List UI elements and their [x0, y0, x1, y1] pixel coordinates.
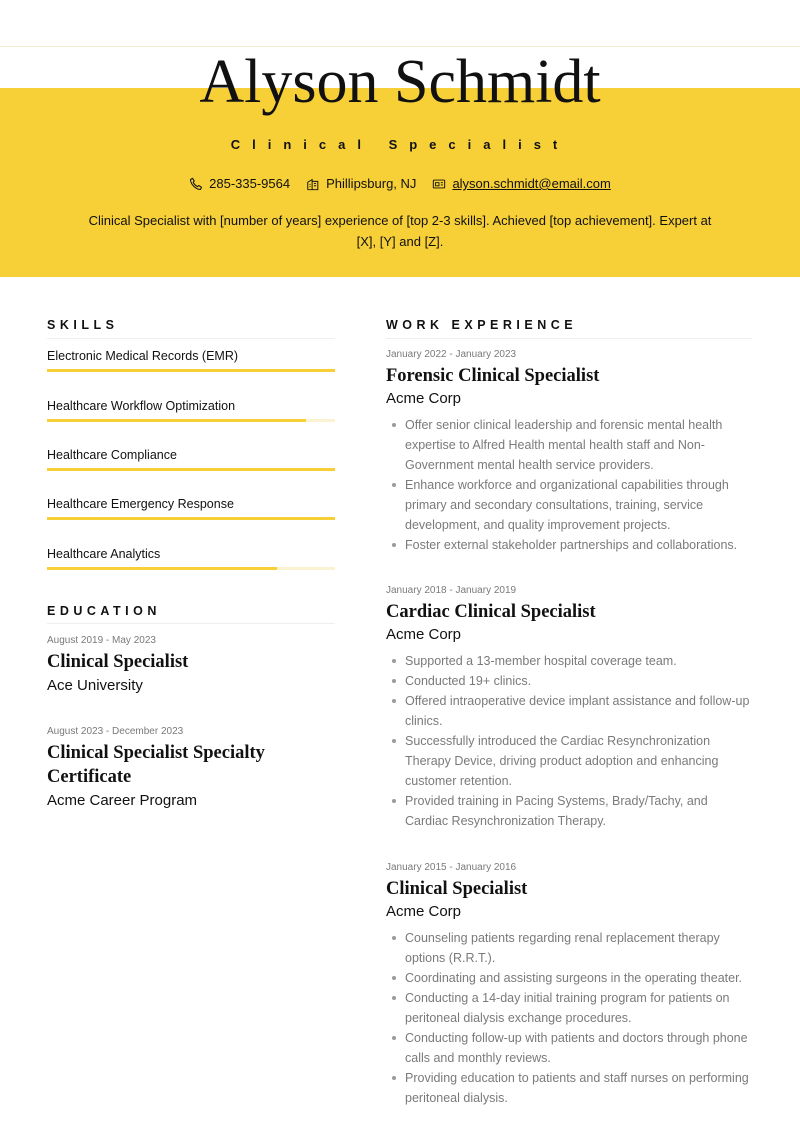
contact-email: [432, 176, 610, 191]
email-link[interactable]: alyson.schmidt@email.com: [452, 176, 611, 191]
skill-bar: [47, 468, 335, 471]
job-bullet: Successfully introduced the Cardiac Resynchronization Therapy Device, driving product adoption and enhancing customer retention.: [405, 731, 752, 791]
phone-icon: [189, 177, 203, 191]
skill-bar: [47, 517, 335, 520]
job-title: Clinical Specialist: [386, 879, 528, 899]
skill-bar-fill: [47, 567, 277, 570]
job-bullet: Providing education to patients and staff nurses on performing peritoneal dialysis.: [405, 1068, 752, 1108]
job-date: January 2015 - January 2016: [386, 862, 517, 873]
skill-label: Healthcare Workflow Optimization: [47, 399, 236, 413]
education-school: Ace University: [47, 677, 143, 694]
skill-label: Healthcare Compliance: [47, 448, 177, 462]
skill-label: Electronic Medical Records (EMR): [47, 349, 239, 363]
job-bullets: [386, 651, 752, 831]
job-date: January 2022 - January 2023: [386, 349, 517, 360]
skill-bar: [47, 419, 335, 422]
job-bullets: [386, 415, 752, 555]
education-entry: [47, 726, 337, 809]
skill-label: Healthcare Emergency Response: [47, 497, 234, 511]
education-degree: Clinical Specialist Specialty Certificate: [47, 743, 265, 787]
education-heading: EDUCATION: [47, 604, 161, 618]
skill-bar: [47, 369, 335, 372]
job-bullets: [386, 928, 752, 1108]
skill-bar-fill: [47, 468, 335, 471]
education-entry: [47, 635, 337, 694]
job-bullet: Counseling patients regarding renal replacement therapy options (R.R.T.).: [405, 928, 752, 968]
skill-bar-fill: [47, 517, 335, 520]
job-bullet: Foster external stakeholder partnerships and collaborations.: [405, 535, 752, 555]
job-entry: [386, 349, 752, 555]
experience-rule: [386, 338, 752, 339]
skills-rule: [47, 338, 335, 339]
mail-icon: [432, 177, 446, 191]
skill-item: [47, 497, 335, 520]
skill-label: Healthcare Analytics: [47, 547, 161, 561]
job-company: Acme Corp: [386, 903, 462, 920]
phone-text: 285-335-9564: [209, 176, 291, 191]
skill-bar: [47, 567, 335, 570]
job-bullet: Conducting a 14-day initial training program for patients on peritoneal dialysis exchange procedures.: [405, 988, 752, 1028]
skill-bar-fill: [47, 369, 335, 372]
job-company: Acme Corp: [386, 626, 462, 643]
contact-location: [306, 176, 416, 191]
education-date: August 2019 - May 2023: [47, 635, 156, 646]
skill-item: [47, 399, 335, 422]
job-bullet: Offer senior clinical leadership and forensic mental health expertise to Alfred Health mental health staff and Non-Government mental health service providers.: [405, 415, 752, 475]
job-company: Acme Corp: [386, 390, 462, 407]
skills-heading: SKILLS: [47, 318, 119, 332]
job-bullet: Conducted 19+ clinics.: [405, 671, 752, 691]
education-date: August 2023 - December 2023: [47, 726, 184, 737]
education-school: Acme Career Program: [47, 792, 198, 809]
contact-row: [0, 176, 800, 191]
job-bullet: Offered intraoperative device implant assistance and follow-up clinics.: [405, 691, 752, 731]
skill-item: [47, 547, 335, 570]
job-title: Cardiac Clinical Specialist: [386, 602, 596, 622]
skill-item: [47, 349, 335, 372]
job-bullet: Enhance workforce and organizational capabilities through primary and secondary consultations, training, service development, and quality improvement projects.: [405, 475, 752, 535]
job-bullet: Coordinating and assisting surgeons in the operating theater.: [405, 968, 752, 988]
building-icon: [306, 177, 320, 191]
job-date: January 2018 - January 2019: [386, 585, 517, 596]
skill-item: [47, 448, 335, 471]
job-bullet: Provided training in Pacing Systems, Brady/Tachy, and Cardiac Resynchronization Therapy.: [405, 791, 752, 831]
candidate-title: Clinical Specialist: [230, 137, 570, 152]
candidate-name: Alyson Schmidt: [199, 48, 601, 116]
job-entry: [386, 862, 752, 1108]
skill-bar-fill: [47, 419, 306, 422]
summary-text: Clinical Specialist with [number of years] experience of [top 2-3 skills]. Achieved [top achievement]. Expert at [X], [Y] and [Z].: [88, 213, 712, 249]
job-bullet: Supported a 13-member hospital coverage team.: [405, 651, 752, 671]
education-rule: [47, 623, 335, 624]
education-degree: Clinical Specialist: [47, 652, 189, 672]
job-bullet: Conducting follow-up with patients and doctors through phone calls and monthly reviews.: [405, 1028, 752, 1068]
experience-heading: WORK EXPERIENCE: [386, 318, 578, 332]
job-entry: [386, 585, 752, 831]
contact-phone: [189, 176, 290, 191]
job-title: Forensic Clinical Specialist: [386, 366, 600, 386]
location-text: Phillipsburg, NJ: [326, 176, 417, 191]
